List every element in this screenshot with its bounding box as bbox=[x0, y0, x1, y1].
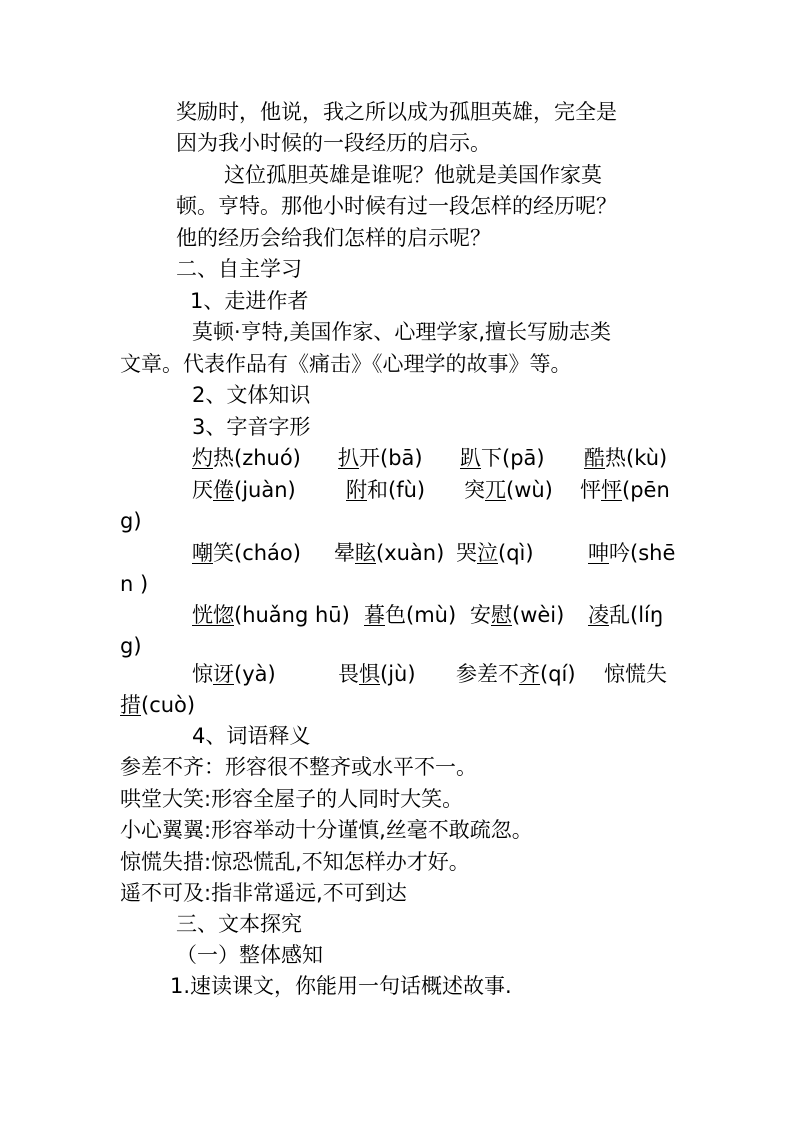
author-intro-line-2: 文章。代表作品有《痛击》《心理学的故事》等。 bbox=[120, 352, 572, 376]
definition-item: 哄堂大笑:形容全屋子的人同时大笑。 bbox=[120, 787, 464, 811]
definition-item: 小心翼翼:形容举动十分谨慎,丝毫不敢疏忽。 bbox=[120, 818, 533, 842]
intro-line-5: 他的经历会给我们怎样的启示呢？ bbox=[176, 226, 491, 250]
intro-line-1: 奖励时，他说，我之所以成为孤胆英雄，完全是 bbox=[176, 100, 617, 124]
pinyin-item: 扒开(bā) bbox=[338, 446, 423, 470]
subheading-vocabulary: 4、词语释义 bbox=[192, 724, 311, 748]
pinyin-item: 嘲笑(cháo) bbox=[192, 541, 301, 565]
pinyin-item: 怦怦(pēn bbox=[580, 478, 670, 502]
section-heading-self-study: 二、自主学习 bbox=[176, 257, 302, 281]
pinyin-item: 酷热(kù) bbox=[584, 446, 668, 470]
subheading-genre: 2、文体知识 bbox=[192, 383, 311, 407]
subheading-author: 1、走进作者 bbox=[190, 289, 309, 313]
pinyin-item: 恍惚(huǎng hū) bbox=[192, 603, 350, 627]
pinyin-item: 安慰(wèi) bbox=[470, 603, 565, 627]
pinyin-item: 趴下(pā) bbox=[460, 446, 545, 470]
pinyin-item: 突兀(wù) bbox=[464, 478, 553, 502]
pinyin-item: 惊慌失 bbox=[604, 662, 667, 686]
pinyin-wrap: g) bbox=[120, 509, 142, 533]
definition-item: 惊慌失措:惊恐慌乱,不知怎样办才好。 bbox=[120, 850, 470, 874]
pinyin-item: 参差不齐(qí) bbox=[456, 662, 576, 686]
section-heading-text-inquiry: 三、文本探究 bbox=[176, 912, 302, 936]
pinyin-wrap: n ) bbox=[120, 572, 149, 596]
pinyin-item: 凌乱(líŋ bbox=[588, 603, 664, 627]
author-intro-line-1: 莫顿·亨特,美国作家、心理学家,擅长写励志类 bbox=[192, 320, 612, 344]
pinyin-item: 晕眩(xuàn) bbox=[334, 541, 445, 565]
intro-line-2: 因为我小时候的一段经历的启示。 bbox=[176, 131, 491, 155]
pinyin-item: 呻吟(shē bbox=[588, 541, 676, 565]
pinyin-item: 哭泣(qì) bbox=[456, 541, 534, 565]
pinyin-wrap: 措(cuò) bbox=[120, 693, 196, 717]
question-1: 1.速读课文，你能用一句话概述故事. bbox=[170, 974, 512, 998]
intro-line-4: 顿。亨特。那他小时候有过一段怎样的经历呢？ bbox=[176, 194, 617, 218]
pinyin-item: 灼热(zhuó) bbox=[192, 446, 301, 470]
pinyin-item: 厌倦(juàn) bbox=[192, 478, 296, 502]
subheading-overall: （一）整体感知 bbox=[176, 943, 323, 967]
intro-line-3: 这位孤胆英雄是谁呢？他就是美国作家莫 bbox=[224, 163, 602, 187]
pinyin-item: 畏惧(jù) bbox=[338, 662, 416, 686]
pinyin-item: 附和(fù) bbox=[346, 478, 426, 502]
pinyin-item: 暮色(mù) bbox=[364, 603, 457, 627]
pinyin-wrap: g) bbox=[120, 634, 142, 658]
definition-item: 参差不齐：形容很不整齐或水平不一。 bbox=[120, 755, 477, 779]
subheading-pronunciation: 3、字音字形 bbox=[192, 415, 311, 439]
definition-item: 遥不可及:指非常遥远,不可到达 bbox=[120, 881, 407, 905]
pinyin-item: 惊讶(yà) bbox=[192, 662, 276, 686]
